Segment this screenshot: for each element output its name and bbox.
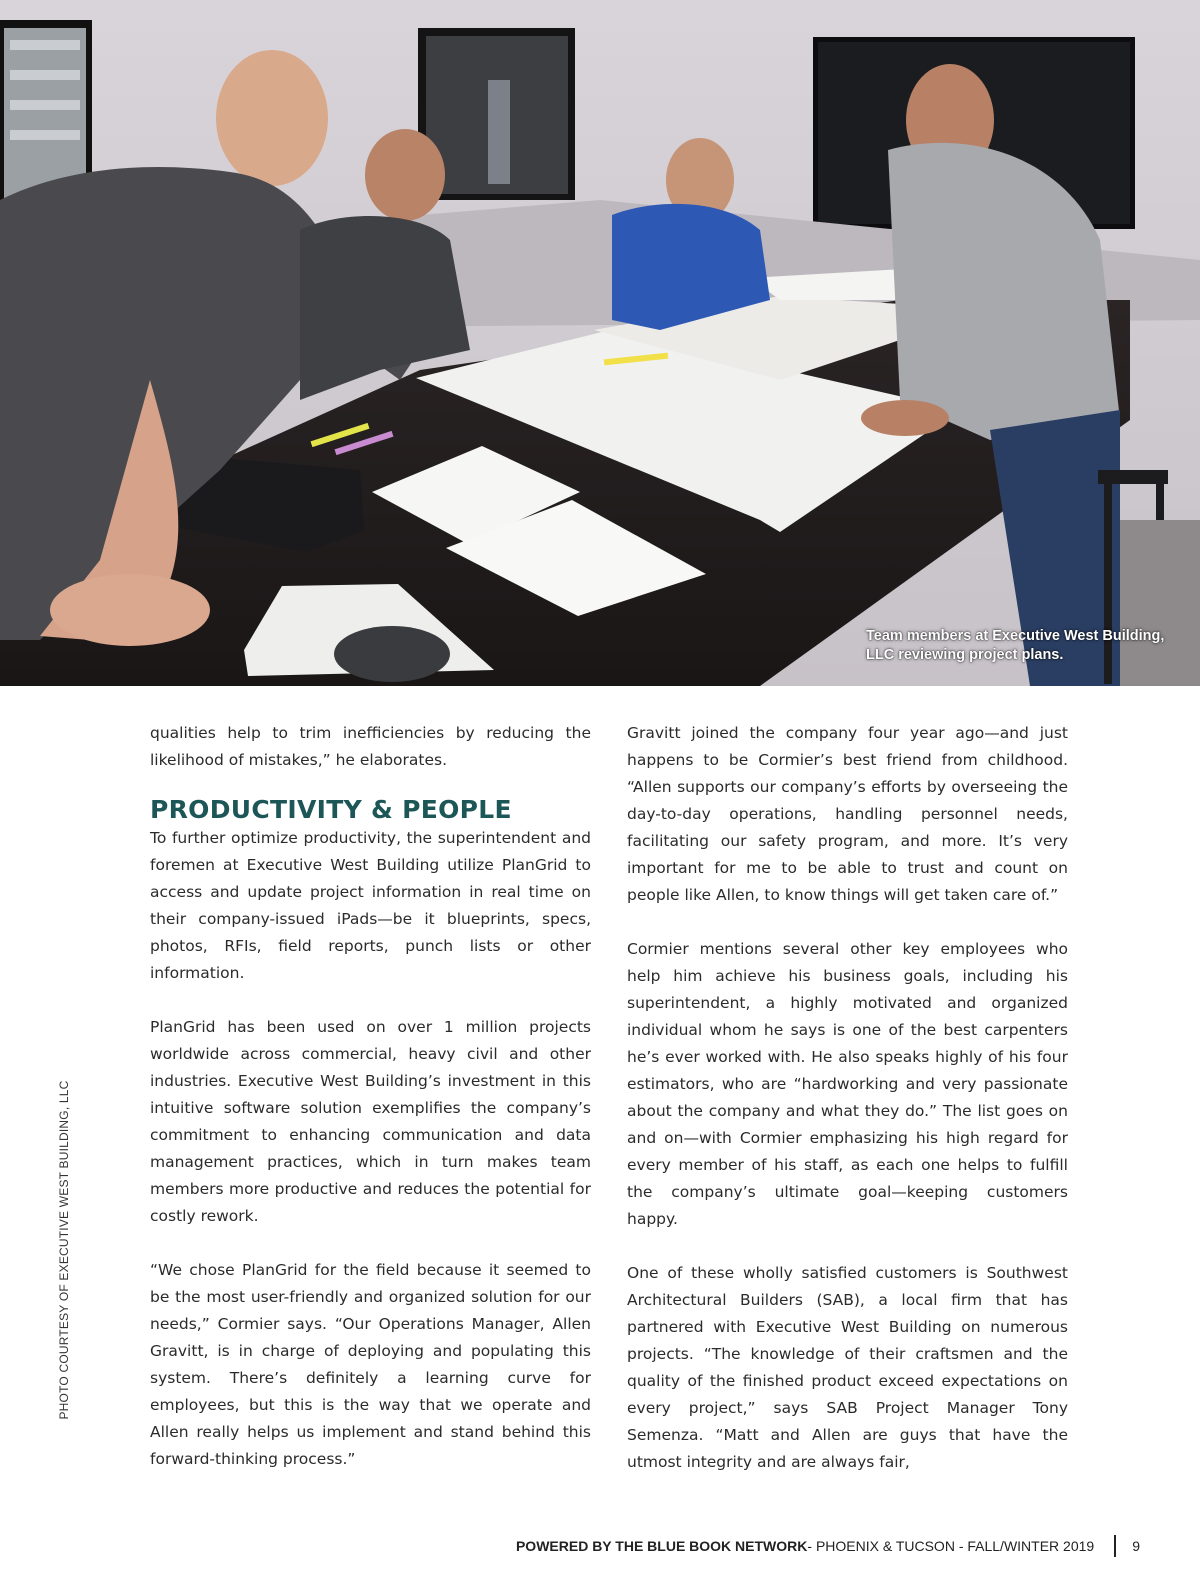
intro-paragraph: qualities help to trim inefficiencies by reducing the likelihood of mistakes,” he elaborates. <box>150 724 591 769</box>
photo-credit: PHOTO COURTESY OF EXECUTIVE WEST BUILDING, LLC <box>57 1080 71 1420</box>
header-photo <box>0 0 1200 686</box>
body-paragraph: “We chose PlanGrid for the field because it seemed to be the most user-friendly and organized solution for our needs,” Cormier says. “Our Operations Manager, Allen Gravitt, is in charge of deploying and populating this system. There’s definitely a learning curve for employees, but this is the way that we operate and Allen really helps us implement and stand behind this forward-thinking process.” <box>150 1261 591 1468</box>
body-paragraph: Cormier mentions several other key employees who help him achieve his business goals, including his superintendent, a highly motivated and organized individual whom he says is one of the best carpenters he’s ever worked with. He also speaks highly of his four estimators, who are “hardworking and very passionate about the company and what they do.” The list goes on and on—with Cormier emphasizing his high regard for every member of his staff, as each one helps to fulfill the company’s ultimate goal—keeping customers happy. <box>627 940 1068 1228</box>
photo-caption: Team members at Executive West Building, LLC reviewing project plans. <box>866 628 1165 663</box>
section-heading: PRODUCTIVITY & PEOPLE <box>150 795 512 824</box>
footer-brand: POWERED BY THE BLUE BOOK NETWORK <box>515 1538 808 1554</box>
article-column-right <box>627 720 1068 1476</box>
body-paragraph: PlanGrid has been used on over 1 million projects worldwide across commercial, heavy civil and other industries. Executive West Building’s investment in this intuitive software solution exemplifies the company’s commitment to enhancing communication and data management practices, which in turn makes team members more productive and reduces the potential for costly rework. <box>150 1018 591 1225</box>
body-paragraph: One of these wholly satisfied customers is Southwest Architectural Builders (SAB), a local firm that has partnered with Executive West Building on numerous projects. “The knowledge of their craftsmen and the quality of the finished product exceed expectations on every project,” says SAB Project Manager Tony Semenza. “Matt and Allen are guys that have the utmost integrity and are always fair, <box>627 1264 1068 1471</box>
footer-details: - PHOENIX & TUCSON - FALL/WINTER 2019 <box>807 1538 1095 1554</box>
body-paragraph: To further optimize productivity, the superintendent and foremen at Executive West Building utilize PlanGrid to access and update project information in real time on their company-issued iPads—be it blueprints, specs, photos, RFIs, field reports, punch lists or other information. <box>150 829 591 982</box>
article-column-left <box>150 720 591 1473</box>
page-footer <box>516 1536 1140 1556</box>
body-paragraph: Gravitt joined the company four year ago—and just happens to be Cormier’s best friend from childhood. “Allen supports our company’s efforts by overseeing the day-to-day operations, handling personnel needs, facilitating our safety program, and more. It’s very important for me to be able to trust and count on people like Allen, to know things will get taken care of.” <box>627 724 1068 904</box>
page-number: 9 <box>1132 1538 1140 1554</box>
footer-divider <box>1114 1535 1116 1557</box>
photo-illustration <box>0 0 1200 686</box>
